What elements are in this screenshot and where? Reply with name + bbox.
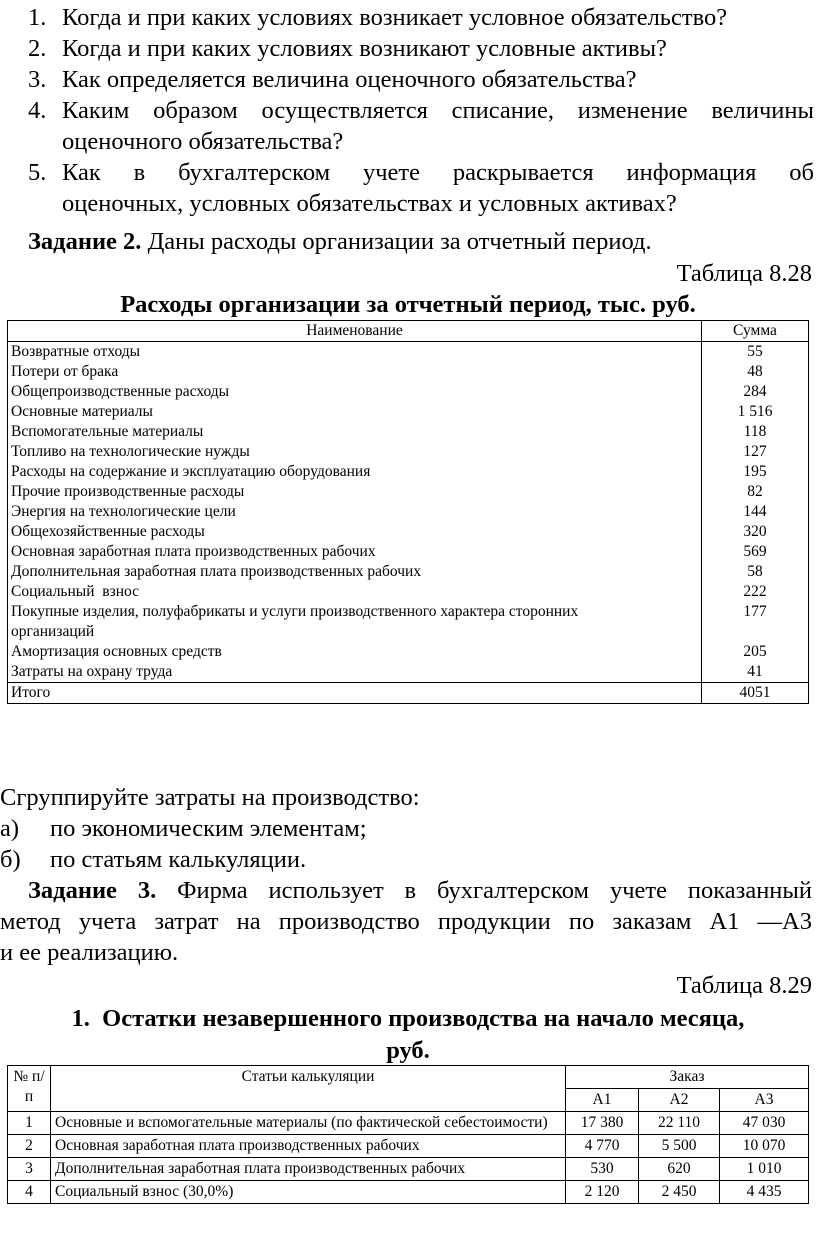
row-number: 2 <box>8 1135 51 1158</box>
option-item <box>0 813 367 844</box>
task3-line: метод учета затрат на производство продукции по заказам А1 —А3 <box>0 908 812 935</box>
value-a1: 4 770 <box>566 1135 639 1158</box>
table-row <box>8 1158 809 1181</box>
question-item <box>28 64 814 95</box>
value-a2: 2 450 <box>639 1181 720 1204</box>
expense-name: Потери от брака <box>8 362 702 382</box>
cost-item: Основная заработная плата производственных рабочих <box>51 1135 566 1158</box>
table-title <box>0 1035 816 1066</box>
expense-name: Амортизация основных средств <box>8 642 702 662</box>
row-number: 4 <box>8 1181 51 1204</box>
value-a3: 47 030 <box>720 1112 809 1135</box>
table-row <box>8 1135 809 1158</box>
column-header-a3: А3 <box>720 1089 809 1112</box>
question-item <box>28 95 814 157</box>
expense-amount: 118 <box>702 422 809 442</box>
cost-item: Социальный взнос (30,0%) <box>51 1181 566 1204</box>
expenses-table <box>7 320 809 704</box>
option-text: по экономическим элементам; <box>50 815 367 842</box>
table-title-line: 1. Остатки незавершенного производства на начало месяца, <box>71 1005 745 1032</box>
table-title-line: руб. <box>386 1037 430 1064</box>
expense-amount: 320 <box>702 522 809 542</box>
value-a2: 620 <box>639 1158 720 1181</box>
table-row <box>8 522 809 542</box>
expense-amount: 195 <box>702 462 809 482</box>
expense-name: Топливо на технологические нужды <box>8 442 702 462</box>
table-title <box>0 1003 816 1034</box>
question-number: 1. <box>28 4 47 31</box>
question-list <box>28 2 814 219</box>
column-header-a2: А2 <box>639 1089 720 1112</box>
question-item <box>28 33 814 64</box>
task2-instruction: Сгруппируйте затраты на производство: <box>0 784 420 811</box>
expense-amount: 55 <box>702 342 809 363</box>
table-row <box>8 542 809 562</box>
expense-amount: 41 <box>702 662 809 683</box>
value-a2: 5 500 <box>639 1135 720 1158</box>
question-text: Когда и при каких условиях возникают условные активы? <box>62 35 667 62</box>
question-item <box>28 2 814 33</box>
cost-item: Основные и вспомогательные материалы (по фактической себестоимости) <box>51 1112 566 1135</box>
task2-label: Задание 2. <box>28 228 142 255</box>
expense-amount: 1 516 <box>702 402 809 422</box>
expense-name: Основная заработная плата производственных рабочих <box>8 542 702 562</box>
table-row <box>8 382 809 402</box>
column-header-amount: Сумма <box>702 321 809 342</box>
expense-name: Основные материалы <box>8 402 702 422</box>
task2-heading <box>28 226 652 257</box>
total-label: Итого <box>8 683 702 704</box>
column-header-order: Заказ <box>566 1066 809 1089</box>
question-text: Как определяется величина оценочного обязательства? <box>62 66 637 93</box>
expense-name: Затраты на охрану труда <box>8 662 702 683</box>
row-number: 1 <box>8 1112 51 1135</box>
table-total-row <box>8 683 809 704</box>
expense-amount: 222 <box>702 582 809 602</box>
column-header-num: № п/п <box>8 1066 51 1112</box>
table-row <box>8 362 809 382</box>
table-row <box>8 582 809 602</box>
expense-name: Покупные изделия, полуфабрикаты и услуги производственного характера сторонних организаций <box>8 602 702 642</box>
expense-amount: 82 <box>702 482 809 502</box>
expense-name: Общепроизводственные расходы <box>8 382 702 402</box>
option-text: по статьям калькуляции. <box>50 846 307 873</box>
cost-item: Дополнительная заработная плата производственных рабочих <box>51 1158 566 1181</box>
value-a1: 2 120 <box>566 1181 639 1204</box>
table-row <box>8 482 809 502</box>
wip-table <box>7 1065 809 1204</box>
option-item <box>0 844 306 875</box>
column-header-a1: А1 <box>566 1089 639 1112</box>
table-title <box>0 289 816 320</box>
expense-amount: 127 <box>702 442 809 462</box>
expense-name: Вспомогательные материалы <box>8 422 702 442</box>
table-row <box>8 402 809 422</box>
expense-name: Энергия на технологические цели <box>8 502 702 522</box>
question-text-block <box>62 157 814 219</box>
table-row <box>8 1181 809 1204</box>
value-a3: 4 435 <box>720 1181 809 1204</box>
option-marker: б) <box>0 846 21 873</box>
task3-line <box>0 875 812 906</box>
task2-text: Даны расходы организации за отчетный период. <box>141 228 652 255</box>
total-amount: 4051 <box>702 683 809 704</box>
table-row <box>8 422 809 442</box>
table-row <box>8 502 809 522</box>
table-number: Таблица 8.29 <box>676 972 812 999</box>
task3-text: Фирма использует в бухгалтерском учете показанный <box>156 877 812 904</box>
expense-amount: 205 <box>702 642 809 662</box>
table-row <box>8 442 809 462</box>
table-header-row <box>8 321 809 342</box>
expense-amount: 58 <box>702 562 809 582</box>
task3-paragraph <box>0 875 812 968</box>
table-row <box>8 562 809 582</box>
expense-name: Прочие производственные расходы <box>8 482 702 502</box>
question-text: Когда и при каких условиях возникает условное обязательство? <box>62 4 728 31</box>
task3-label: Задание 3. <box>28 877 157 904</box>
table-row <box>8 602 809 642</box>
expense-amount: 144 <box>702 502 809 522</box>
expense-name: Расходы на содержание и эксплуатацию оборудования <box>8 462 702 482</box>
column-header-item: Статьи калькуляции <box>51 1066 566 1112</box>
value-a3: 1 010 <box>720 1158 809 1181</box>
table-row <box>8 1112 809 1135</box>
expense-name: Возвратные отходы <box>8 342 702 363</box>
expense-name: Социальный взнос <box>8 582 702 602</box>
question-text-line: оценочных, условных обязательствах и условных активах? <box>62 190 677 217</box>
expense-amount: 177 <box>702 602 809 642</box>
question-text-block <box>62 95 814 157</box>
question-number: 2. <box>28 35 47 62</box>
table-row <box>8 642 809 662</box>
task3-line: и ее реализацию. <box>0 939 179 966</box>
expense-amount: 569 <box>702 542 809 562</box>
value-a1: 530 <box>566 1158 639 1181</box>
expense-name: Общехозяйственные расходы <box>8 522 702 542</box>
table-title-text: Расходы организации за отчетный период, тыс. руб. <box>120 291 696 318</box>
table-number: Таблица 8.28 <box>676 260 812 287</box>
value-a1: 17 380 <box>566 1112 639 1135</box>
value-a3: 10 070 <box>720 1135 809 1158</box>
expense-name: Дополнительная заработная плата производственных рабочих <box>8 562 702 582</box>
table-row <box>8 462 809 482</box>
expense-amount: 48 <box>702 362 809 382</box>
question-text-line: Как в бухгалтерском учете раскрывается информация об <box>62 159 814 186</box>
table-row <box>8 662 809 683</box>
question-item <box>28 157 814 219</box>
question-number: 4. <box>28 97 47 124</box>
expense-amount: 284 <box>702 382 809 402</box>
question-text-line: Каким образом осуществляется списание, изменение величины <box>62 97 814 124</box>
question-number: 5. <box>28 159 47 186</box>
option-marker: а) <box>0 815 20 842</box>
value-a2: 22 110 <box>639 1112 720 1135</box>
table-header-row <box>8 1066 809 1089</box>
column-header-name: Наименование <box>8 321 702 342</box>
table-row <box>8 342 809 363</box>
question-number: 3. <box>28 66 47 93</box>
question-text-line: оценочного обязательства? <box>62 128 344 155</box>
row-number: 3 <box>8 1158 51 1181</box>
